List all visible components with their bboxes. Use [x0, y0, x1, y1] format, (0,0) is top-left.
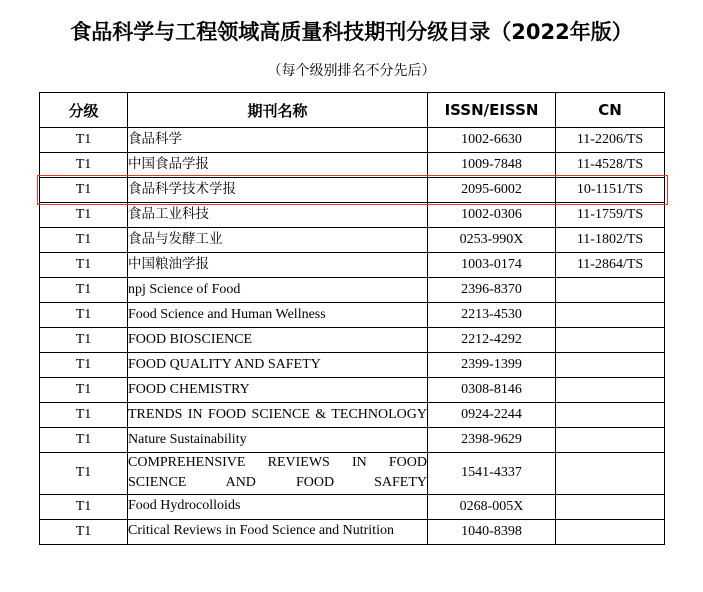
cell-journal-name: 中国粮油学报 — [128, 253, 428, 278]
cell-issn: 2213-4530 — [428, 303, 556, 328]
table-row — [40, 403, 665, 428]
cell-issn: 2399-1399 — [428, 353, 556, 378]
table-row — [40, 153, 665, 178]
cell-journal-name: 食品科学 — [128, 128, 428, 153]
table-row — [40, 378, 665, 403]
table-row — [40, 253, 665, 278]
cell-rank: T1 — [40, 303, 128, 328]
cell-rank: T1 — [40, 153, 128, 178]
cell-journal-name: Food Science and Human Wellness — [128, 303, 428, 328]
table-row — [40, 128, 665, 153]
cell-cn — [556, 519, 665, 544]
cell-issn: 2396-8370 — [428, 278, 556, 303]
column-header-name: 期刊名称 — [128, 93, 428, 128]
cell-journal-name: Nature Sustainability — [128, 428, 428, 453]
cell-issn: 1002-6630 — [428, 128, 556, 153]
cell-cn — [556, 303, 665, 328]
cell-journal-name: FOOD QUALITY AND SAFETY — [128, 353, 428, 378]
cell-issn: 1002-0306 — [428, 203, 556, 228]
cell-cn — [556, 378, 665, 403]
cell-journal-name: 中国食品学报 — [128, 153, 428, 178]
cell-journal-name: COMPREHENSIVE REVIEWS IN FOOD SCIENCE AND FOOD SAFETY — [128, 453, 428, 495]
table-row — [40, 303, 665, 328]
column-header-issn: ISSN/EISSN — [428, 93, 556, 128]
column-header-rank: 分级 — [40, 93, 128, 128]
page-title: 食品科学与工程领域高质量科技期刊分级目录（2022年版） — [70, 20, 633, 44]
cell-rank: T1 — [40, 494, 128, 519]
table-body — [40, 128, 665, 545]
table-row — [40, 519, 665, 544]
cell-issn: 1040-8398 — [428, 519, 556, 544]
table-row — [40, 428, 665, 453]
table-row — [40, 178, 665, 203]
cell-issn: 0268-005X — [428, 494, 556, 519]
journal-table-wrapper — [39, 92, 664, 545]
cell-cn: 10-1151/TS — [556, 178, 665, 203]
cell-issn: 0253-990X — [428, 228, 556, 253]
cell-cn — [556, 453, 665, 495]
cell-cn: 11-2864/TS — [556, 253, 665, 278]
table-row — [40, 328, 665, 353]
table-header — [40, 93, 665, 128]
cell-rank: T1 — [40, 403, 128, 428]
cell-issn: 2095-6002 — [428, 178, 556, 203]
table-row — [40, 203, 665, 228]
cell-rank: T1 — [40, 519, 128, 544]
cell-journal-name: TRENDS IN FOOD SCIENCE & TECHNOLOGY — [128, 403, 428, 428]
cell-cn — [556, 494, 665, 519]
table-row — [40, 453, 665, 495]
cell-issn: 0924-2244 — [428, 403, 556, 428]
cell-journal-name: npj Science of Food — [128, 278, 428, 303]
cell-issn: 1009-7848 — [428, 153, 556, 178]
table-row — [40, 353, 665, 378]
column-header-cn: CN — [556, 93, 665, 128]
journal-table — [39, 92, 665, 545]
cell-rank: T1 — [40, 253, 128, 278]
cell-cn — [556, 428, 665, 453]
cell-issn: 2398-9629 — [428, 428, 556, 453]
cell-cn — [556, 278, 665, 303]
cell-cn — [556, 403, 665, 428]
cell-issn: 2212-4292 — [428, 328, 556, 353]
cell-rank: T1 — [40, 203, 128, 228]
cell-issn: 0308-8146 — [428, 378, 556, 403]
cell-journal-name: 食品科学技术学报 — [128, 178, 428, 203]
cell-issn: 1541-4337 — [428, 453, 556, 495]
cell-rank: T1 — [40, 128, 128, 153]
cell-rank: T1 — [40, 453, 128, 495]
cell-cn: 11-1759/TS — [556, 203, 665, 228]
cell-cn: 11-2206/TS — [556, 128, 665, 153]
cell-cn: 11-4528/TS — [556, 153, 665, 178]
cell-journal-name: FOOD BIOSCIENCE — [128, 328, 428, 353]
table-row — [40, 494, 665, 519]
cell-rank: T1 — [40, 278, 128, 303]
table-header-row — [40, 93, 665, 128]
cell-journal-name: Food Hydrocolloids — [128, 494, 428, 519]
cell-rank: T1 — [40, 428, 128, 453]
cell-journal-name: Critical Reviews in Food Science and Nutrition — [128, 519, 428, 544]
cell-cn — [556, 353, 665, 378]
cell-journal-name: FOOD CHEMISTRY — [128, 378, 428, 403]
document-page — [0, 16, 703, 592]
table-row — [40, 278, 665, 303]
cell-cn: 11-1802/TS — [556, 228, 665, 253]
page-subtitle: （每个级别排名不分先后） — [267, 64, 436, 79]
table-row — [40, 228, 665, 253]
cell-rank: T1 — [40, 178, 128, 203]
cell-rank: T1 — [40, 378, 128, 403]
cell-rank: T1 — [40, 328, 128, 353]
cell-journal-name: 食品工业科技 — [128, 203, 428, 228]
cell-cn — [556, 328, 665, 353]
cell-rank: T1 — [40, 228, 128, 253]
cell-journal-name: 食品与发酵工业 — [128, 228, 428, 253]
cell-issn: 1003-0174 — [428, 253, 556, 278]
cell-rank: T1 — [40, 353, 128, 378]
